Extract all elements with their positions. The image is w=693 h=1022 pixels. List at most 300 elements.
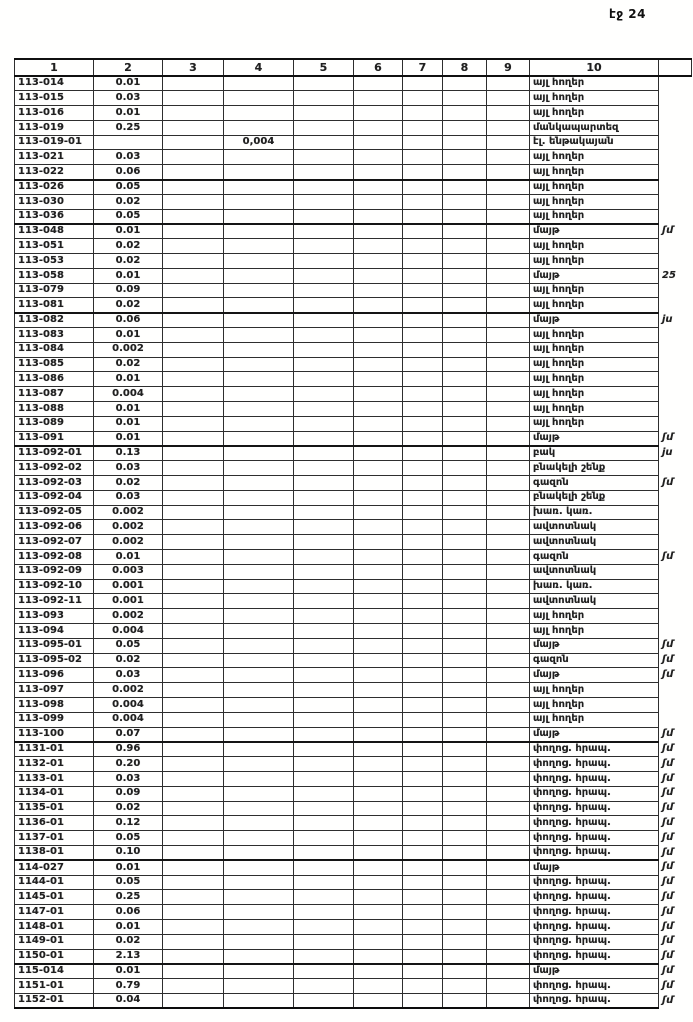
margin-note <box>659 194 692 209</box>
empty-cell <box>403 993 443 1008</box>
empty-cell <box>163 313 224 328</box>
table-row <box>15 520 692 535</box>
land-use-cell: մայթ <box>530 668 659 683</box>
land-use-cell: փողոց. հրապ. <box>530 919 659 934</box>
margin-note <box>659 490 692 505</box>
parcel-code-cell: 1137-01 <box>15 831 94 846</box>
margin-note: ʃմ <box>662 802 674 814</box>
table-row <box>15 594 692 609</box>
empty-cell <box>443 712 487 727</box>
area-value-cell: 0.05 <box>94 209 163 224</box>
table-row <box>15 535 692 550</box>
parcel-code-cell: 113-088 <box>15 402 94 417</box>
column-header-7: 7 <box>403 59 443 76</box>
parcel-code-cell: 113-086 <box>15 372 94 387</box>
empty-cell <box>443 194 487 209</box>
parcel-code-cell: 115-014 <box>15 964 94 979</box>
margin-note <box>659 120 692 135</box>
empty-cell <box>443 520 487 535</box>
empty-cell <box>294 934 354 949</box>
empty-cell <box>294 771 354 786</box>
empty-cell <box>487 283 530 298</box>
empty-cell <box>294 579 354 594</box>
col4-value-cell <box>224 313 294 328</box>
empty-cell <box>163 254 224 269</box>
table-row <box>15 416 692 431</box>
empty-cell <box>403 135 443 150</box>
margin-note: ʃմ <box>662 772 674 784</box>
col4-value-cell <box>224 993 294 1008</box>
empty-cell <box>294 801 354 816</box>
table-row <box>15 135 692 150</box>
empty-cell <box>487 564 530 579</box>
empty-cell <box>294 505 354 520</box>
empty-cell <box>354 801 403 816</box>
parcel-code-cell: 1148-01 <box>15 919 94 934</box>
col4-value-cell <box>224 180 294 195</box>
parcel-code-cell: 113-092-01 <box>15 446 94 461</box>
margin-note <box>659 712 692 727</box>
empty-cell <box>403 550 443 565</box>
empty-cell <box>487 683 530 698</box>
col4-value-cell <box>224 890 294 905</box>
empty-cell <box>354 949 403 964</box>
empty-cell <box>443 76 487 91</box>
empty-cell <box>294 905 354 920</box>
margin-note: ʃմ <box>662 757 674 769</box>
land-use-cell: փողոց. հրապ. <box>530 979 659 994</box>
empty-cell <box>403 786 443 801</box>
empty-cell <box>487 860 530 875</box>
empty-cell <box>163 683 224 698</box>
empty-cell <box>403 254 443 269</box>
empty-cell <box>163 771 224 786</box>
empty-cell <box>487 239 530 254</box>
empty-cell <box>403 668 443 683</box>
empty-cell <box>294 328 354 343</box>
table-row <box>15 964 692 979</box>
land-use-cell: փողոց. հրապ. <box>530 845 659 860</box>
land-use-cell: այլ հողեր <box>530 357 659 372</box>
margin-note: ʃմ <box>662 935 674 947</box>
margin-note <box>659 697 692 712</box>
empty-cell <box>354 860 403 875</box>
empty-cell <box>354 993 403 1008</box>
margin-note: ʃմ <box>662 787 674 799</box>
empty-cell <box>443 165 487 180</box>
table-row <box>15 372 692 387</box>
parcel-code-cell: 113-093 <box>15 609 94 624</box>
empty-cell <box>294 313 354 328</box>
table-row <box>15 239 692 254</box>
area-value-cell: 0.03 <box>94 461 163 476</box>
empty-cell <box>487 638 530 653</box>
table-row <box>15 194 692 209</box>
area-value-cell: 0.25 <box>94 120 163 135</box>
empty-cell <box>487 520 530 535</box>
col4-value-cell <box>224 372 294 387</box>
empty-cell <box>487 106 530 121</box>
table-row <box>15 727 692 742</box>
empty-cell <box>487 313 530 328</box>
empty-cell <box>354 106 403 121</box>
land-use-cell: փողոց. հրապ. <box>530 949 659 964</box>
col4-value-cell <box>224 283 294 298</box>
land-use-cell: այլ հողեր <box>530 387 659 402</box>
empty-cell <box>487 298 530 313</box>
empty-cell <box>354 875 403 890</box>
land-use-cell: մայթ <box>530 224 659 239</box>
parcel-code-cell: 113-092-06 <box>15 520 94 535</box>
empty-cell <box>294 757 354 772</box>
empty-cell <box>354 476 403 491</box>
col4-value-cell <box>224 209 294 224</box>
area-value-cell: 0.002 <box>94 609 163 624</box>
area-value-cell: 2.13 <box>94 949 163 964</box>
empty-cell <box>487 505 530 520</box>
area-value-cell: 0.03 <box>94 668 163 683</box>
empty-cell <box>443 890 487 905</box>
empty-cell <box>443 831 487 846</box>
land-use-cell: խառ. կառ. <box>530 505 659 520</box>
empty-cell <box>443 905 487 920</box>
margin-note <box>659 357 692 372</box>
col4-value-cell <box>224 328 294 343</box>
parcel-code-cell: 113-092-05 <box>15 505 94 520</box>
table-row <box>15 476 692 491</box>
parcel-code-cell: 113-092-04 <box>15 490 94 505</box>
empty-cell <box>403 209 443 224</box>
table-row <box>15 268 692 283</box>
table-header-row <box>15 59 692 76</box>
empty-cell <box>294 609 354 624</box>
empty-cell <box>163 402 224 417</box>
table-row <box>15 564 692 579</box>
parcel-code-cell: 113-022 <box>15 165 94 180</box>
col4-value-cell <box>224 106 294 121</box>
empty-cell <box>403 845 443 860</box>
area-value-cell: 0.04 <box>94 993 163 1008</box>
empty-cell <box>294 638 354 653</box>
empty-cell <box>163 520 224 535</box>
empty-cell <box>487 771 530 786</box>
land-use-cell: այլ հողեր <box>530 328 659 343</box>
empty-cell <box>163 905 224 920</box>
empty-cell <box>403 328 443 343</box>
margin-note <box>659 328 692 343</box>
land-use-cell: մանկապարտեզ <box>530 120 659 135</box>
col4-value-cell <box>224 905 294 920</box>
empty-cell <box>294 993 354 1008</box>
land-use-cell: այլ հողեր <box>530 91 659 106</box>
empty-cell <box>443 239 487 254</box>
empty-cell <box>294 623 354 638</box>
empty-cell <box>163 372 224 387</box>
table-row <box>15 934 692 949</box>
empty-cell <box>294 446 354 461</box>
parcel-code-cell: 113-019-01 <box>15 135 94 150</box>
empty-cell <box>163 993 224 1008</box>
area-value-cell: 0.02 <box>94 357 163 372</box>
parcel-code-cell: 113-051 <box>15 239 94 254</box>
empty-cell <box>354 91 403 106</box>
area-value-cell: 0.01 <box>94 76 163 91</box>
empty-cell <box>354 638 403 653</box>
col4-value-cell <box>224 490 294 505</box>
empty-cell <box>403 120 443 135</box>
empty-cell <box>354 816 403 831</box>
margin-note: 25 <box>662 269 676 281</box>
land-use-cell: ավտոտնակ <box>530 535 659 550</box>
empty-cell <box>354 372 403 387</box>
empty-cell <box>403 771 443 786</box>
margin-note <box>659 106 692 121</box>
col4-value-cell <box>224 816 294 831</box>
empty-cell <box>354 76 403 91</box>
land-use-cell: այլ հողեր <box>530 683 659 698</box>
empty-cell <box>354 135 403 150</box>
parcel-code-cell: 1149-01 <box>15 934 94 949</box>
empty-cell <box>443 416 487 431</box>
area-value-cell: 0.004 <box>94 712 163 727</box>
col4-value-cell <box>224 402 294 417</box>
table-row <box>15 446 692 461</box>
parcel-code-cell: 113-092-11 <box>15 594 94 609</box>
table-row <box>15 490 692 505</box>
empty-cell <box>403 638 443 653</box>
empty-cell <box>403 934 443 949</box>
land-use-cell: ավտոտնակ <box>530 594 659 609</box>
empty-cell <box>294 550 354 565</box>
margin-note: ju <box>662 313 673 325</box>
empty-cell <box>354 831 403 846</box>
parcel-code-cell: 114-027 <box>15 860 94 875</box>
col4-value-cell <box>224 919 294 934</box>
empty-cell <box>294 372 354 387</box>
empty-cell <box>294 816 354 831</box>
empty-cell <box>294 979 354 994</box>
empty-cell <box>294 76 354 91</box>
parcel-code-cell: 113-092-09 <box>15 564 94 579</box>
col4-value-cell <box>224 387 294 402</box>
parcel-code-cell: 113-085 <box>15 357 94 372</box>
empty-cell <box>487 816 530 831</box>
area-value-cell: 0.79 <box>94 979 163 994</box>
empty-cell <box>487 801 530 816</box>
parcel-code-cell: 1145-01 <box>15 890 94 905</box>
empty-cell <box>443 609 487 624</box>
empty-cell <box>487 194 530 209</box>
empty-cell <box>403 239 443 254</box>
col4-value-cell <box>224 254 294 269</box>
land-use-cell: գազոն <box>530 550 659 565</box>
empty-cell <box>403 964 443 979</box>
empty-cell <box>163 550 224 565</box>
empty-cell <box>354 683 403 698</box>
land-use-cell: փողոց. հրապ. <box>530 905 659 920</box>
margin-note <box>659 535 692 550</box>
empty-cell <box>294 919 354 934</box>
empty-cell <box>443 919 487 934</box>
column-header-8: 8 <box>443 59 487 76</box>
margin-note <box>659 594 692 609</box>
empty-cell <box>443 757 487 772</box>
empty-cell <box>163 964 224 979</box>
col4-value-cell <box>224 742 294 757</box>
empty-cell <box>354 313 403 328</box>
col4-value-cell <box>224 446 294 461</box>
empty-cell <box>354 653 403 668</box>
empty-cell <box>354 446 403 461</box>
empty-cell <box>294 91 354 106</box>
land-use-cell: այլ հողեր <box>530 209 659 224</box>
margin-note <box>659 683 692 698</box>
table-row <box>15 224 692 239</box>
table-row <box>15 890 692 905</box>
table-row <box>15 757 692 772</box>
margin-note <box>659 91 692 106</box>
table-row <box>15 816 692 831</box>
empty-cell <box>403 623 443 638</box>
empty-cell <box>163 416 224 431</box>
empty-cell <box>354 757 403 772</box>
margin-note: ʃմ <box>662 905 674 917</box>
margin-note: ʃմ <box>662 890 674 902</box>
empty-cell <box>294 224 354 239</box>
empty-cell <box>487 135 530 150</box>
parcel-code-cell: 113-092-08 <box>15 550 94 565</box>
margin-note: ʃմ <box>662 846 674 858</box>
area-value-cell: 0.002 <box>94 520 163 535</box>
land-use-cell: այլ հողեր <box>530 697 659 712</box>
land-use-cell: այլ հողեր <box>530 298 659 313</box>
empty-cell <box>443 91 487 106</box>
empty-cell <box>487 476 530 491</box>
parcel-code-cell: 1132-01 <box>15 757 94 772</box>
empty-cell <box>443 979 487 994</box>
parcel-code-cell: 113-053 <box>15 254 94 269</box>
parcel-code-cell: 113-096 <box>15 668 94 683</box>
empty-cell <box>443 875 487 890</box>
empty-cell <box>163 239 224 254</box>
area-value-cell: 0.01 <box>94 372 163 387</box>
parcel-code-cell: 1133-01 <box>15 771 94 786</box>
empty-cell <box>403 76 443 91</box>
empty-cell <box>163 328 224 343</box>
empty-cell <box>487 742 530 757</box>
col4-value-cell <box>224 520 294 535</box>
parcel-code-cell: 113-099 <box>15 712 94 727</box>
margin-note <box>659 76 692 91</box>
parcel-code-cell: 113-058 <box>15 268 94 283</box>
empty-cell <box>354 964 403 979</box>
parcel-code-cell: 1134-01 <box>15 786 94 801</box>
land-use-cell: փողոց. հրապ. <box>530 816 659 831</box>
area-value-cell: 0.01 <box>94 106 163 121</box>
land-use-cell: էլ. ենթակայան <box>530 135 659 150</box>
empty-cell <box>443 993 487 1008</box>
empty-cell <box>163 890 224 905</box>
area-value-cell: 0.06 <box>94 905 163 920</box>
empty-cell <box>163 638 224 653</box>
empty-cell <box>163 712 224 727</box>
land-use-cell: փողոց. հրապ. <box>530 742 659 757</box>
empty-cell <box>294 387 354 402</box>
empty-cell <box>443 357 487 372</box>
area-value-cell: 0.01 <box>94 416 163 431</box>
area-value-cell: 0.13 <box>94 446 163 461</box>
table-row <box>15 313 692 328</box>
parcel-code-cell: 113-095-02 <box>15 653 94 668</box>
margin-note: ʃմ <box>662 876 674 888</box>
parcel-code-cell: 1138-01 <box>15 845 94 860</box>
area-value-cell: 0.09 <box>94 786 163 801</box>
table-row <box>15 905 692 920</box>
empty-cell <box>163 845 224 860</box>
empty-cell <box>163 91 224 106</box>
land-use-cell: այլ հողեր <box>530 194 659 209</box>
area-value-cell: 0.03 <box>94 490 163 505</box>
empty-cell <box>487 461 530 476</box>
empty-cell <box>443 564 487 579</box>
empty-cell <box>163 194 224 209</box>
margin-note: ʃմ <box>662 432 674 444</box>
land-use-cell: այլ հողեր <box>530 342 659 357</box>
empty-cell <box>163 742 224 757</box>
margin-note <box>659 239 692 254</box>
empty-cell <box>294 860 354 875</box>
parcel-code-cell: 113-098 <box>15 697 94 712</box>
empty-cell <box>294 416 354 431</box>
land-use-cell: բնակելի շենք <box>530 490 659 505</box>
parcel-code-cell: 1131-01 <box>15 742 94 757</box>
empty-cell <box>294 180 354 195</box>
col4-value-cell <box>224 564 294 579</box>
empty-cell <box>354 890 403 905</box>
empty-cell <box>163 76 224 91</box>
area-value-cell: 0.02 <box>94 254 163 269</box>
empty-cell <box>443 342 487 357</box>
empty-cell <box>294 668 354 683</box>
land-use-cell: այլ հողեր <box>530 372 659 387</box>
empty-cell <box>487 490 530 505</box>
margin-note <box>659 520 692 535</box>
empty-cell <box>443 268 487 283</box>
parcel-code-cell: 113-092-10 <box>15 579 94 594</box>
parcel-code-cell: 113-095-01 <box>15 638 94 653</box>
empty-cell <box>487 979 530 994</box>
empty-cell <box>354 490 403 505</box>
empty-cell <box>403 742 443 757</box>
land-use-cell: այլ հողեր <box>530 76 659 91</box>
empty-cell <box>354 416 403 431</box>
margin-note: ʃմ <box>662 476 674 488</box>
empty-cell <box>354 594 403 609</box>
empty-cell <box>487 120 530 135</box>
margin-note <box>659 564 692 579</box>
empty-cell <box>354 342 403 357</box>
empty-cell <box>403 757 443 772</box>
empty-cell <box>403 683 443 698</box>
area-value-cell: 0.10 <box>94 845 163 860</box>
empty-cell <box>354 905 403 920</box>
empty-cell <box>354 771 403 786</box>
empty-cell <box>163 461 224 476</box>
parcel-code-cell: 113-100 <box>15 727 94 742</box>
area-value-cell: 0.01 <box>94 550 163 565</box>
empty-cell <box>403 505 443 520</box>
empty-cell <box>487 416 530 431</box>
